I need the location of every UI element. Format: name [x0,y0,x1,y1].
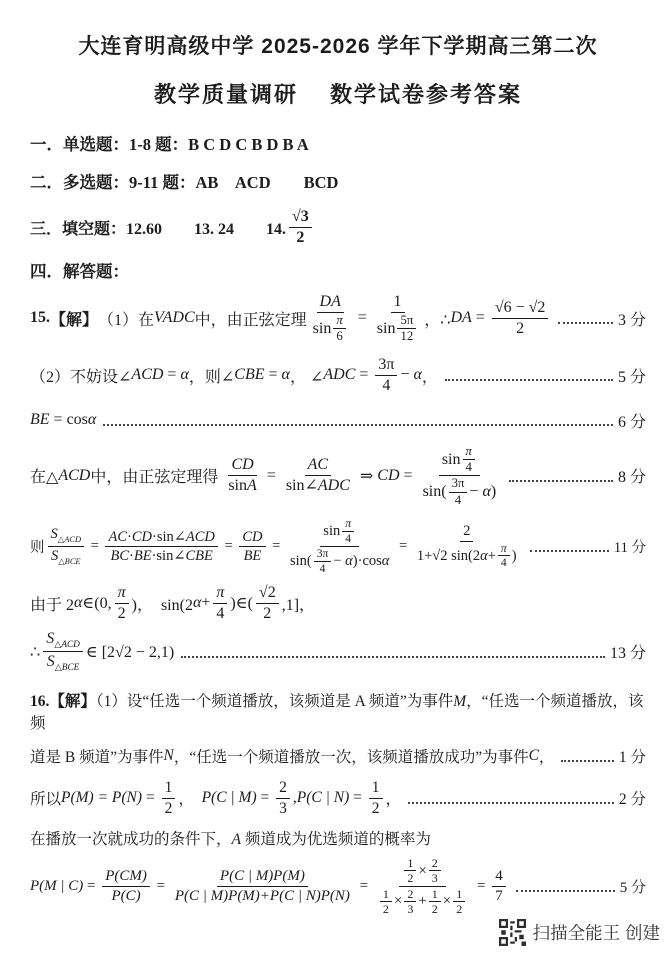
math-text: = [349,789,366,807]
math-text: = [220,537,237,554]
math-text: 4 [465,460,472,475]
math-text: )·cos [352,553,382,570]
fraction [374,292,422,345]
math-text: 2 分 [618,791,646,809]
math-text: 2 [463,523,471,540]
math-text: 5π [400,313,414,327]
math-text: A [247,477,257,495]
math-text: BE [243,547,262,564]
fraction [43,629,83,676]
math-text: P(M | C) [30,877,84,894]
math-text: BE [133,547,152,564]
math-text: 2 [516,319,525,337]
math-text: + [201,594,211,612]
math-text: × [418,862,427,879]
math-text: 12 [400,329,414,344]
fraction [414,522,520,570]
math-text: − [400,366,414,384]
math-text: CBE [185,547,213,564]
fraction [342,517,354,546]
single-choice-answer-line: 一．单选题：1-8 题：B C D C B D B A [30,135,309,154]
math-text: 6 分 [617,413,646,431]
math-text: − [469,483,483,501]
math-text: N [163,747,174,765]
math-text: P(CM) [105,868,147,885]
math-text: ，“任选一个频道播放，该频 [30,693,644,733]
math-text: P(C | M)P(M) [219,868,305,885]
fraction [380,887,392,917]
solution16-bayes-line-5pt [30,856,646,917]
dotted-leader [509,480,613,482]
math-text: P(C | M) [201,789,257,807]
math-text: ADC [323,366,356,384]
math-text: ∈(0, [82,595,112,613]
math-text: P(M) = P(N) [61,789,143,807]
math-text: ADC [317,477,350,495]
math-text: （2）不妨设∠ [30,368,132,386]
fraction [48,525,85,567]
math-text: 3π [316,546,329,560]
fraction [314,547,332,576]
math-text: α [381,553,390,570]
math-text: ·sin∠ [151,547,186,564]
math-text: π [345,517,352,531]
math-text: ·sin∠ [152,528,186,545]
math-text: 1 [431,886,438,901]
math-text: = [256,789,274,807]
math-text: 2 [407,871,414,886]
fraction [225,455,259,496]
math-text: 所以 [30,791,62,809]
dotted-leader [445,379,613,381]
math-text: $S_{\triangle ACD}$ [46,629,80,650]
math-text: 5 分 [619,879,646,896]
math-text: AC [108,528,127,545]
math-text: 3π [451,476,465,491]
fraction [492,867,506,906]
math-text: 6 [336,329,343,344]
math-text: sin [312,319,332,337]
fraction [310,292,351,345]
math-text: ) [490,483,497,501]
math-text: 三．填空题：12.60 13. 24 14. [30,221,287,238]
fraction [256,583,279,624]
fraction [375,856,470,917]
math-text: 16. [30,693,50,711]
math-text: × [442,893,452,910]
math-text: 4 [495,868,503,885]
math-text: )， sin(2 [131,596,193,614]
math-text: 2 [431,902,438,917]
math-text: CBE [234,366,265,384]
math-text: √2 [258,583,276,601]
watermark-text: 扫描全能王 创建 [532,923,660,943]
math-text: sin [323,523,341,540]
math-text: ， [178,791,202,809]
math-text: 【解】 [50,311,99,329]
math-text: √6 − √2 [494,298,546,316]
math-text: × [393,893,403,910]
math-text: π [500,541,507,555]
math-text: α [180,366,189,384]
math-text: √3 [292,208,309,225]
math-text: π [117,583,126,601]
fraction [283,455,353,496]
math-text: 1 [382,886,389,901]
math-text: ,1]， [281,596,316,614]
math-text: 15. [30,309,50,327]
fraction [429,887,441,917]
math-text: = [83,877,100,894]
math-text: DA [450,309,472,327]
math-text: P(C | M)P(M)+P(C | N)P(N) [174,887,350,904]
fraction [404,887,416,917]
math-text: P(C | N) [296,789,350,807]
math-text: （1）在 [98,311,155,329]
math-text: = [399,466,417,484]
math-text: 5 分 [617,368,646,386]
math-text: 1 [456,886,463,901]
math-text: 中，由正弦定理 [194,311,307,329]
math-text: = [353,309,371,327]
math-text: = [262,466,280,484]
fraction [375,355,397,396]
math-text: + [487,547,496,564]
math-text: $S_{\triangle BCE}$ [50,547,81,566]
math-text: 2 [407,886,414,901]
math-text: α [74,594,83,612]
math-text: ∴ [30,643,41,661]
math-text: 3 [431,871,438,886]
math-text: 1 分 [618,749,646,767]
solution15-step-11pt [30,517,646,576]
math-text: CD [231,456,254,474]
math-text: 3π [378,355,395,373]
math-text: 2 [279,779,287,797]
math-text: 11 分 [613,539,646,556]
math-text: A [231,831,241,848]
math-text: · [127,528,132,545]
solution16-prob-line-2pt [30,778,646,818]
math-text: 频道成为优选频道的概率为 [240,831,431,848]
math-text: α [87,411,97,429]
fraction [492,298,549,339]
fraction [420,444,500,508]
page-title-line2: 教学质量调研 数学试卷参考答案 [153,82,523,107]
math-text: C [528,747,539,765]
fraction [404,856,416,886]
math-text: 1 [371,779,380,797]
math-text: ∈ [2√2 − 2,1) [85,643,175,661]
solution16-setup-line2-1pt [30,745,646,767]
math-text: sin( [289,553,312,570]
solutions-section-label: 四．解答题： [30,262,129,281]
math-text: α [413,366,422,384]
math-text: CD [377,466,400,484]
math-text: 3 [279,799,287,817]
dotted-leader [103,424,613,426]
solution15-step-6pt [30,409,646,432]
math-text: 4 [454,492,462,507]
fraction [276,778,290,818]
math-text: 1 [164,779,173,797]
math-text: = [355,877,372,894]
math-text: 2 [382,902,389,917]
math-text: · [129,547,134,564]
fraction [397,313,416,345]
math-text: π [465,443,472,458]
fraction [115,583,129,624]
math-text: 1+√2 sin(2 [416,547,481,564]
math-text: = [268,537,284,554]
math-text: ) [511,547,517,564]
math-text: ⇒ [355,467,378,485]
math-text: α [192,594,202,612]
math-text: BE [30,411,50,429]
math-text: $S_{\triangle BCE}$ [46,653,80,674]
math-text: − [333,553,346,570]
math-text: 8 分 [617,469,646,487]
fraction [239,528,265,565]
math-text: ， ∠ [289,368,324,386]
math-text: = [163,366,181,384]
math-text: 中，由正弦定理得 [90,469,223,487]
math-text: 2 [371,799,380,817]
math-text: 则 [30,539,45,556]
math-text: = [152,877,169,894]
math-text: 2 [263,604,272,622]
fraction [429,856,441,886]
math-text: ，则∠ [188,368,235,386]
math-text: 道是 B 频道”为事件 [30,749,164,767]
fraction [105,528,217,565]
qr-code-icon [499,919,526,946]
math-text: ， [385,791,402,809]
math-text: sin [228,477,247,495]
math-text: = [142,789,159,807]
fraction [463,444,475,476]
math-text: 3 [407,902,414,917]
math-text: 4 [345,531,352,545]
math-text: 4 [500,556,507,570]
dotted-leader [530,550,609,552]
math-text: 4 [382,376,391,394]
math-text: = [395,537,411,554]
math-text: + [418,893,427,910]
fraction [162,778,176,818]
math-text: 4 [319,561,326,575]
math-text: 2 [296,229,305,246]
math-text: α [480,547,488,564]
math-text: ACD [58,466,91,484]
math-text: = [87,537,103,554]
math-text: )∈( [230,595,253,613]
fraction [449,476,468,508]
solution15-step-3pt [30,292,646,345]
math-text: VADC [154,309,195,327]
dotted-leader [516,890,615,892]
math-text: = cos [49,411,88,429]
fraction [289,207,312,248]
math-text: sin [441,450,461,468]
math-text: （1）设“任选一个频道播放，该频道是 A 频道”为事件 [95,693,454,711]
fill-blank-answer-line [30,207,646,248]
math-text: 由于 2 [30,596,75,614]
math-text: CD [131,528,152,545]
math-text: M [453,693,467,711]
dotted-leader [181,656,605,658]
dotted-leader [561,760,613,762]
math-text: π [216,583,225,601]
dotted-leader [558,322,613,324]
math-text: sin( [422,483,447,501]
math-text: 在△ [30,469,59,487]
fraction [213,583,227,624]
math-text: α [482,483,491,501]
math-text: 2 [117,604,126,622]
multi-choice-answer-line: 二．多选题：9-11 题：AB ACD BCD [30,173,339,192]
math-text: = [471,309,489,327]
math-text: CD [242,528,263,545]
fraction [369,778,383,818]
page-title-line1: 大连育明高级中学 2025-2026 学年下学期高三第二次 [78,35,598,58]
math-text: = [264,366,282,384]
math-text: ， [421,368,438,386]
solution16-setup-line1 [30,689,646,733]
fraction [287,517,392,576]
math-text: 1 [393,293,402,310]
math-text: 在播放一次就成功的条件下， [30,831,232,848]
fraction [172,867,353,906]
math-text: 1 [407,856,414,870]
math-text: 3 分 [617,311,646,329]
math-text: sin [376,319,396,337]
fraction [102,867,150,906]
scanner-watermark [499,919,660,946]
math-text: sin∠ [285,477,318,495]
math-text: α [345,553,353,570]
math-text: P(C) [111,887,141,904]
solution16-condition-line [30,827,646,849]
math-text: ACD [131,366,164,384]
math-text: 7 [495,887,503,904]
math-text: $S_{\triangle ACD}$ [50,526,82,545]
dotted-leader [408,802,614,804]
math-text: 2 [164,799,173,817]
math-text: , [292,789,297,807]
math-text: DA [319,293,341,310]
math-text: AC [307,456,329,474]
math-text: 2 [456,902,463,917]
math-text: ， [538,749,555,767]
math-text: ，“任选一个频道播放一次，该频道播放成功”为事件 [173,749,529,767]
fraction [498,542,510,571]
math-text: π [336,313,343,327]
math-text: 13 分 [609,645,646,663]
math-text: = [473,877,490,894]
math-text: 【解】 [49,693,96,711]
solution15-step-8pt [30,444,646,508]
fraction [333,313,345,345]
fraction [453,887,465,917]
solution15-range-line [30,583,646,624]
solution15-step-13pt [30,629,646,676]
math-text: 4 [216,604,225,622]
math-text: α [281,366,290,384]
solution15-step-5pt [30,355,646,396]
math-text: ACD [185,528,215,545]
math-text: = [355,366,373,384]
math-text: ，∴ [424,311,451,329]
math-text: 2 [431,856,438,870]
math-text: BC [110,547,130,564]
